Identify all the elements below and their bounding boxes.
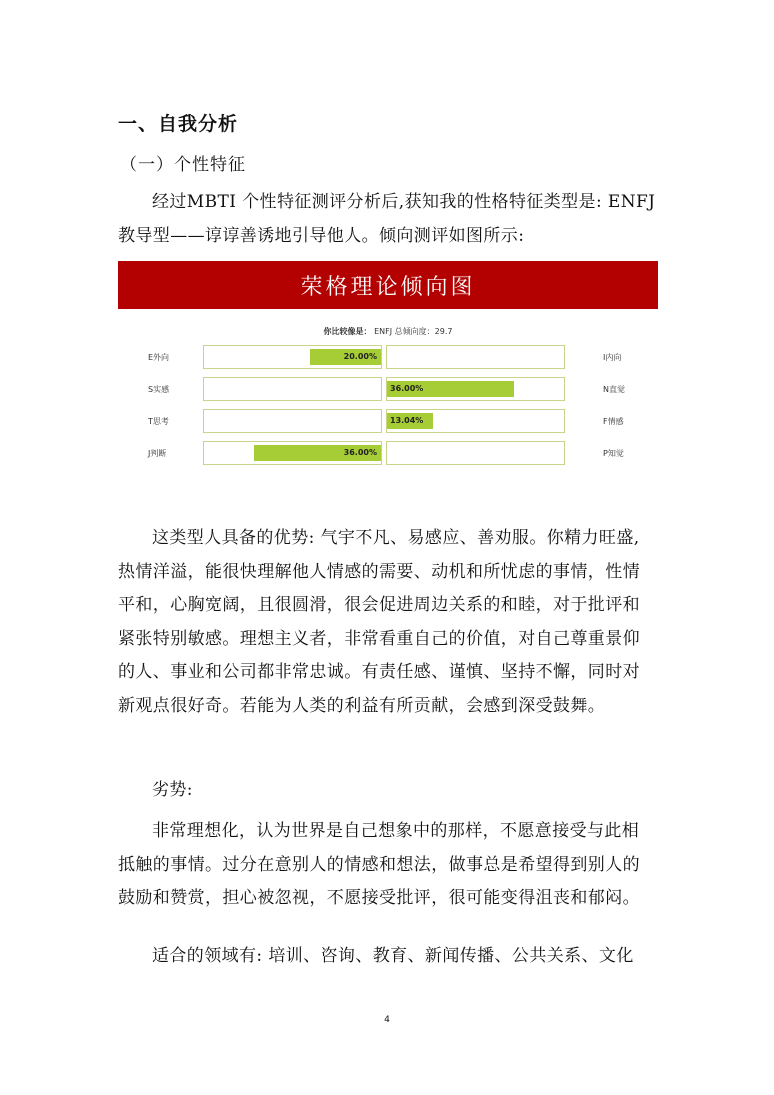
left-track	[203, 345, 382, 369]
dimension-left-label: T思考	[148, 417, 169, 426]
weakness-line: 鼓励和赞赏，担心被忽视，不愿接受批评，很可能变得沮丧和郁闷。	[118, 888, 640, 908]
chart-row	[118, 409, 658, 435]
chart-row	[118, 345, 658, 371]
left-track	[203, 441, 382, 465]
advantages-line: 热情洋溢，能很快理解他人情感的需要、动机和所忧虑的事情，性情	[118, 561, 640, 582]
fields-line: 适合的领域有: 培训、咨询、教育、新闻传播、公共关系、文化	[152, 946, 634, 966]
chart-title: 荣格理论倾向图	[118, 261, 658, 309]
weakness-line: 抵触的事情。过分在意别人的情感和想法，做事总是希望得到别人的	[118, 854, 640, 875]
intro-line-1: 经过MBTI 个性特征测评分析后,获知我的性格特征类型是: ENFJ	[152, 192, 656, 212]
subsection-heading: （一）个性特征	[120, 155, 246, 175]
dimension-right-label: P知觉	[603, 449, 624, 458]
chart-summary	[118, 326, 658, 337]
dimension-left-label: J判断	[148, 449, 167, 458]
dimension-right-label: F情感	[603, 417, 624, 426]
weakness-title-text: 劣势:	[152, 780, 193, 800]
intro-paragraph	[118, 186, 658, 253]
mbti-chart	[118, 261, 658, 476]
section-heading: 一、自我分析	[118, 113, 239, 135]
dimension-left-label: S实感	[148, 385, 170, 394]
right-track	[386, 409, 565, 433]
right-track	[386, 441, 565, 465]
right-track	[386, 377, 565, 401]
weakness-paragraph	[118, 815, 658, 916]
advantages-line: 紧张特别敏感。理想主义者，非常看重自己的价值，对自己尊重景仰	[118, 628, 640, 649]
weakness-line: 非常理想化，认为世界是自己想象中的那样，不愿意接受与此相	[152, 821, 640, 841]
chart-row	[118, 377, 658, 403]
fields-paragraph	[118, 940, 658, 974]
advantages-line: 的人、事业和公司都非常忠诚。有责任感、谨慎、坚持不懈，同时对	[118, 662, 640, 682]
advantages-line: 这类型人具备的优势: 气宇不凡、易感应、善劝服。你精力旺盛,	[152, 528, 640, 548]
advantages-paragraph	[118, 522, 658, 723]
dimension-right-label: I内向	[603, 353, 622, 362]
advantages-line: 新观点很好奇。若能为人类的利益有所贡献，会感到深受鼓舞。	[118, 695, 606, 716]
intro-line-2: 教导型——谆谆善诱地引导他人。倾向测评如图所示:	[118, 225, 525, 246]
advantages-line: 平和，心胸宽阔，且很圆滑，很会促进周边关系的和睦，对于批评和	[118, 595, 640, 615]
weakness-title	[118, 774, 658, 808]
tendency-value-label: 36.00%	[390, 384, 424, 393]
left-track	[203, 377, 382, 401]
dimension-right-label: N直觉	[603, 385, 625, 394]
chart-row	[118, 441, 658, 467]
tendency-value-label: 20.00%	[343, 352, 377, 361]
page-number: 4	[384, 1015, 390, 1025]
tendency-value-label: 13.04%	[390, 416, 424, 425]
tendency-value-label: 36.00%	[343, 448, 377, 457]
right-track	[386, 345, 565, 369]
dimension-left-label: E外向	[148, 353, 170, 362]
summary-label: 你比较像是：	[323, 327, 372, 336]
summary-value: ENFJ 总倾向度：29.7	[374, 327, 453, 336]
left-track	[203, 409, 382, 433]
